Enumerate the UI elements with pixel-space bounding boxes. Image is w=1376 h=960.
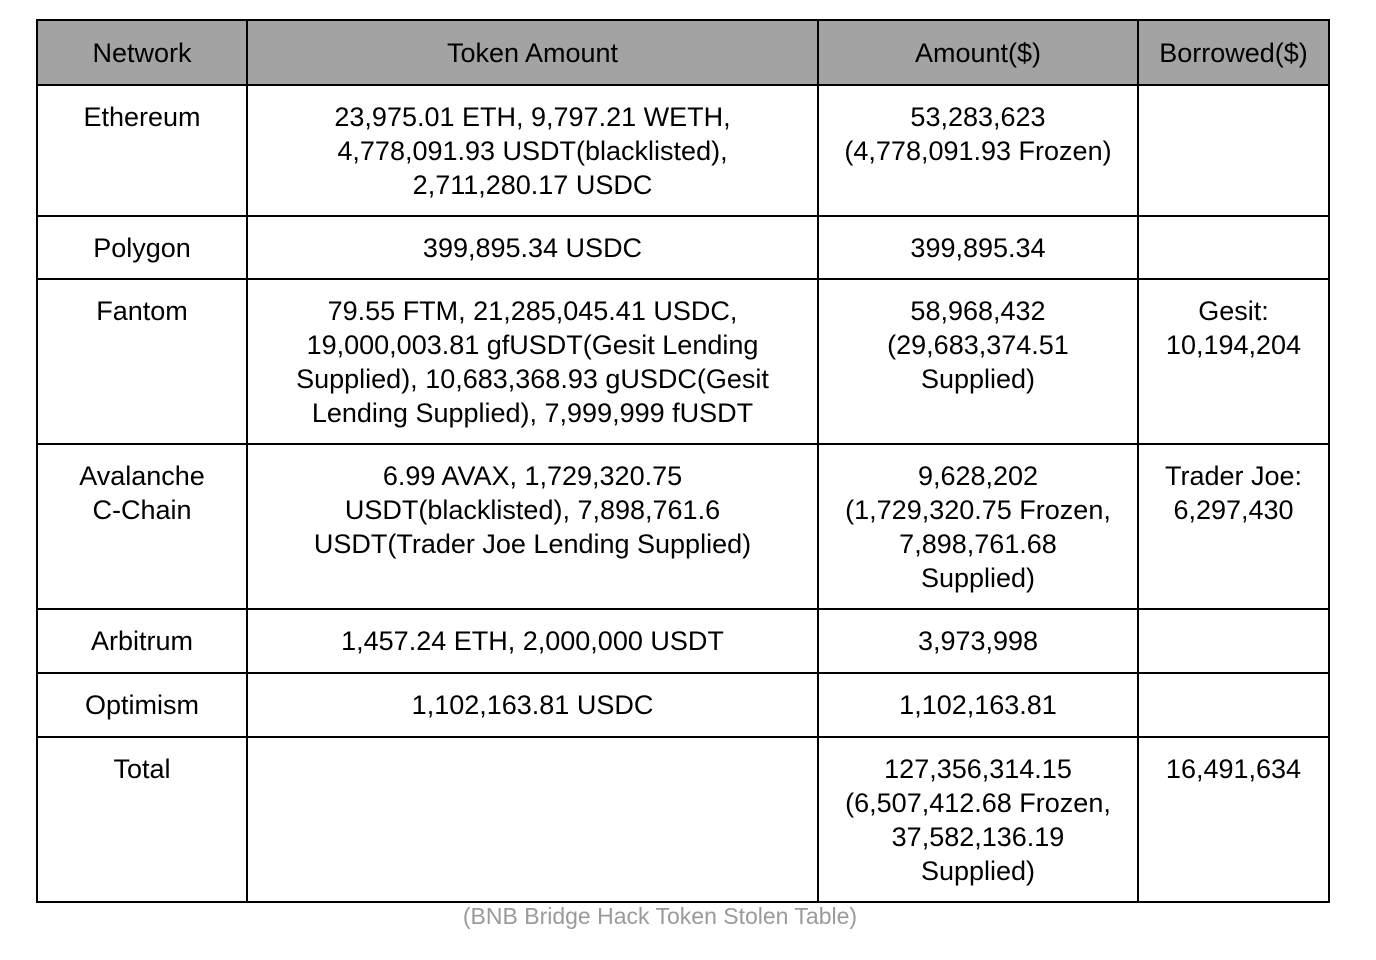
table-row-total	[37, 737, 1329, 902]
cell-borrowed	[1138, 216, 1329, 279]
cell-network: Ethereum	[37, 85, 247, 216]
cell-network: Total	[37, 737, 247, 902]
cell-amount: 127,356,314.15 (6,507,412.68 Frozen, 37,582,136.19 Supplied)	[818, 737, 1138, 902]
cell-network: Optimism	[37, 673, 247, 737]
cell-token-amount	[247, 737, 818, 902]
table-row-optimism	[37, 673, 1329, 737]
cell-borrowed	[1138, 609, 1329, 673]
cell-amount: 3,973,998	[818, 609, 1138, 673]
cell-amount: 1,102,163.81	[818, 673, 1138, 737]
cell-token-amount: 6.99 AVAX, 1,729,320.75 USDT(blacklisted), 7,898,761.6 USDT(Trader Joe Lending Supplied)	[247, 444, 818, 609]
cell-token-amount: 23,975.01 ETH, 9,797.21 WETH, 4,778,091.93 USDT(blacklisted), 2,711,280.17 USDC	[247, 85, 818, 216]
cell-network: Polygon	[37, 216, 247, 279]
cell-amount: 53,283,623 (4,778,091.93 Frozen)	[818, 85, 1138, 216]
header-amount-usd: Amount($)	[818, 20, 1138, 85]
cell-network: Fantom	[37, 279, 247, 444]
cell-token-amount: 1,102,163.81 USDC	[247, 673, 818, 737]
cell-borrowed	[1138, 673, 1329, 737]
table-caption: (BNB Bridge Hack Token Stolen Table)	[462, 903, 858, 929]
table-row-polygon	[37, 216, 1329, 279]
cell-token-amount: 399,895.34 USDC	[247, 216, 818, 279]
header-network: Network	[37, 20, 247, 85]
table-header-row	[37, 20, 1329, 85]
cell-borrowed	[1138, 85, 1329, 216]
table-row-arbitrum	[37, 609, 1329, 673]
table-row-fantom	[37, 279, 1329, 444]
stolen-token-table	[36, 19, 1330, 903]
cell-amount: 399,895.34	[818, 216, 1138, 279]
header-borrowed-usd: Borrowed($)	[1138, 20, 1329, 85]
cell-borrowed: Trader Joe: 6,297,430	[1138, 444, 1329, 609]
cell-borrowed: Gesit: 10,194,204	[1138, 279, 1329, 444]
header-token-amount: Token Amount	[247, 20, 818, 85]
table-row-ethereum	[37, 85, 1329, 216]
cell-borrowed: 16,491,634	[1138, 737, 1329, 902]
cell-amount: 58,968,432 (29,683,374.51 Supplied)	[818, 279, 1138, 444]
cell-network: Avalanche C-Chain	[37, 444, 247, 609]
cell-token-amount: 1,457.24 ETH, 2,000,000 USDT	[247, 609, 818, 673]
cell-network: Arbitrum	[37, 609, 247, 673]
cell-token-amount: 79.55 FTM, 21,285,045.41 USDC, 19,000,003.81 gfUSDT(Gesit Lending Supplied), 10,683,368.93 gUSDC(Gesit Lending Supplied), 7,999,999 fUSDT	[247, 279, 818, 444]
stolen-token-table-container	[36, 19, 1328, 903]
table-row-avalanche	[37, 444, 1329, 609]
cell-amount: 9,628,202 (1,729,320.75 Frozen, 7,898,761.68 Supplied)	[818, 444, 1138, 609]
